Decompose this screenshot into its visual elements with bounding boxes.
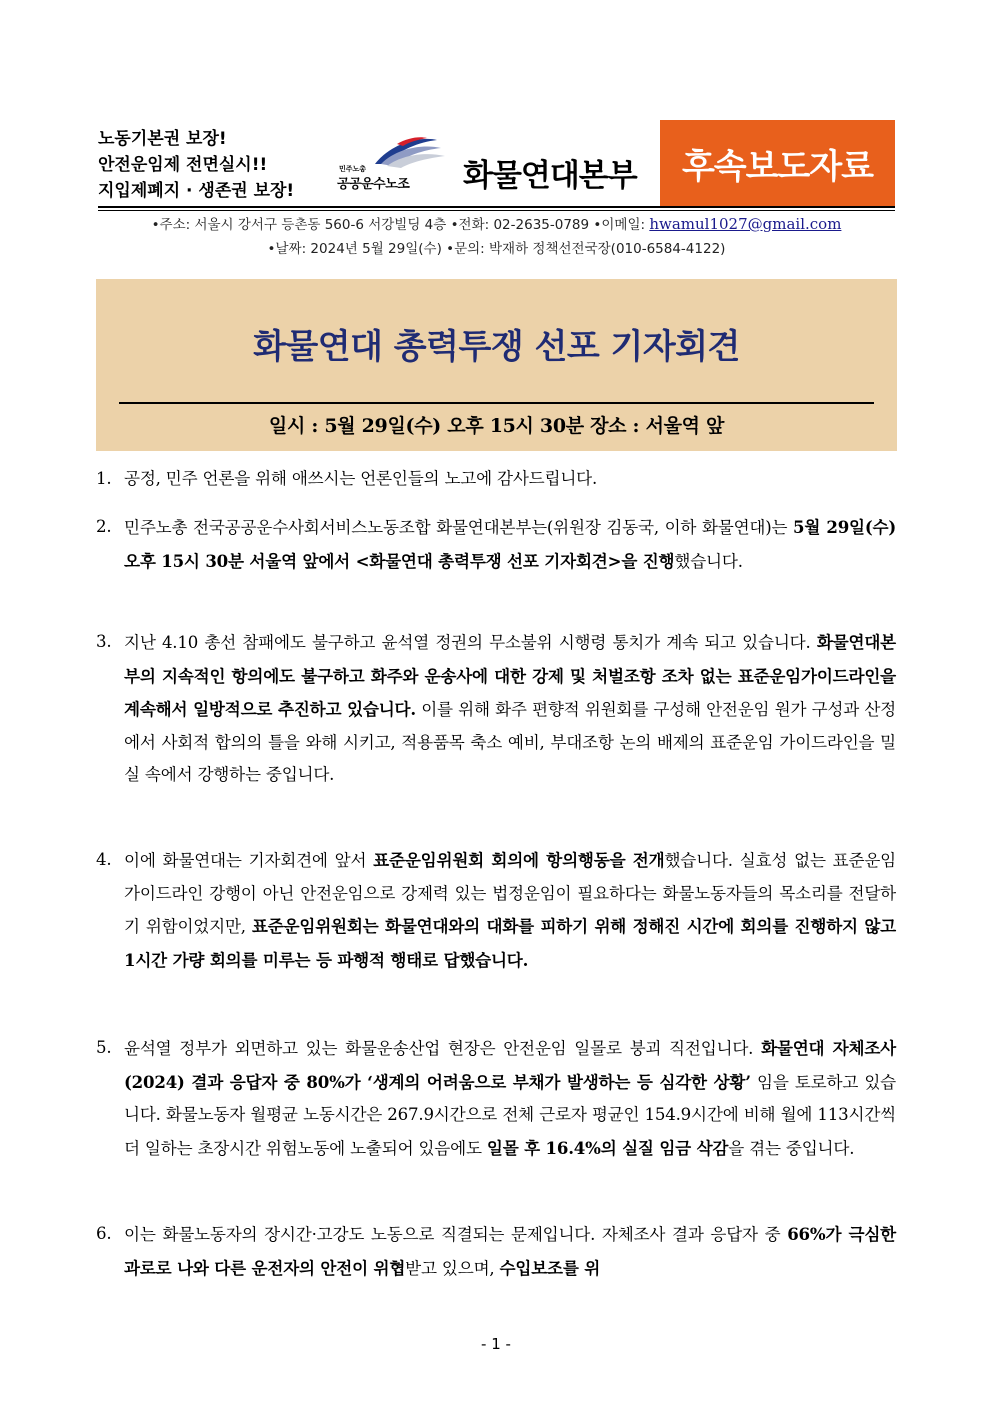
emphasis-text: 수입보조를 위 (499, 1257, 601, 1278)
union-logo (337, 134, 455, 190)
slogan-3: 지입제폐지 · 생존권 보장! (98, 181, 295, 201)
org-name: 화물연대본부 (463, 158, 637, 194)
list-item (96, 463, 896, 496)
list-item-text (124, 626, 896, 792)
emphasis-text: 일몰 후 16.4%의 실질 임금 삭감 (486, 1137, 729, 1158)
list-item-number: 1. (96, 469, 112, 488)
body-text: 공정, 민주 언론을 위해 애쓰시는 언론인들의 노고에 감사드립니다. (124, 469, 598, 488)
emphasis-text: 5월 29일(수) 오후 15시 30분 서울역 앞에서 <화물연대 총력투쟁 선포 기자회견>을 진행 (124, 517, 897, 571)
emphasis-text: 표준운임위원회 회의에 항의행동을 전개 (373, 850, 665, 870)
list-item-text (124, 1218, 896, 1285)
body-text: 이를 위해 화주 편향적 위원회를 구성해 안전운임 원가 구성과 산정에서 사회적 합의의 틀을 와해 시키고, 적용품목 축소 예비, 부대조항 논의 배제의 표준운임 가이드라인을 밀실 속에서 강행하는 중입니다. (124, 700, 896, 784)
contact-address-phone: •주소: 서울시 강서구 등촌동 560-6 서강빌딩 4층 •전화: 02-2635-0789 •이메일: (151, 217, 650, 233)
release-type-badge: 후속보도자료 (660, 120, 895, 206)
emphasis-text: 표준운임위원회는 화물연대와의 대화를 피하기 위해 정해진 시간에 회의를 진행하지 않고 1시간 가량 회의를 미루는 등 파행적 행태로 답했습니다. (124, 916, 897, 970)
body-text: 했습니다. 실효성 없는 표준운임 가이드라인 강행이 아닌 안전운임으로 강제력 있는 법정운임이 필요하다는 화물노동자들의 목소리를 전달하기 위함이었지만, (124, 851, 896, 936)
title-box (96, 279, 897, 451)
contact-line-1 (98, 213, 895, 233)
list-item-number: 5. (96, 1038, 112, 1057)
list-item-text (124, 511, 896, 578)
list-item (96, 1032, 896, 1165)
list-item (96, 626, 896, 792)
slogan-block (98, 126, 294, 204)
list-item-number: 6. (96, 1224, 112, 1243)
header-divider-secondary (98, 210, 895, 211)
list-item (96, 511, 896, 578)
event-info: 일시 : 5월 29일(수) 오후 15시 30분 장소 : 서울역 앞 (268, 415, 725, 437)
body-text: 이는 화물노동자의 장시간·고강도 노동으로 직결되는 문제입니다. 자체조사 결과 응답자 중 (124, 1225, 788, 1244)
body-text: 을 겪는 중입니다. (728, 1138, 855, 1158)
body-text: 이에 화물연대는 기자회견에 앞서 (124, 851, 374, 870)
slogan-2: 안전운임제 전면실시!! (98, 155, 268, 175)
list-item-text (124, 463, 896, 496)
emphasis-text: 화물연대 자체조사(2024) 결과 응답자 중 80%가 ‘생계의 어려움으로 부채가 발생하는 등 심각한 상황’ (124, 1038, 896, 1092)
emphasis-text: 화물연대본부의 지속적인 항의에도 불구하고 화주와 운송사에 대한 강제 및 처벌조항 조차 없는 표준운임가이드라인을 계속해서 일방적으로 추진하고 있습니다. (124, 632, 896, 719)
header-divider (98, 206, 895, 208)
body-text: 지난 4.10 총선 참패에도 불구하고 윤석열 정권의 무소불위 시행령 통치가 계속 되고 있습니다. (124, 633, 817, 652)
body-text: 민주노총 전국공공운수사회서비스노동조합 화물연대본부는(위원장 김동국, 이하 화물연대)는 (124, 518, 793, 537)
logo-small-text: 민주노총 (339, 165, 367, 173)
body-text: 했습니다. (674, 551, 743, 571)
list-item-text (124, 1032, 896, 1165)
contact-line-2: •날짜: 2024년 5월 29일(수) •문의: 박재하 정책선전국장(010-6584-4122) (267, 241, 726, 257)
list-item (96, 1218, 896, 1285)
logo-name-text: 공공운수노조 (337, 177, 410, 192)
body-text: 윤석열 정부가 외면하고 있는 화물운송산업 현장은 안전운임 일몰로 붕괴 직전입니다. (124, 1039, 762, 1058)
title-divider (119, 402, 874, 404)
list-item-number: 4. (96, 850, 112, 869)
emphasis-text: 66%가 극심한 과로로 나와 다른 운전자의 안전이 위협 (124, 1224, 897, 1278)
body-text: 받고 있으며, (405, 1258, 500, 1278)
list-item (96, 844, 896, 977)
page-title: 화물연대 총력투쟁 선포 기자회견 (253, 327, 740, 367)
slogan-1: 노동기본권 보장! (98, 129, 227, 149)
contact-email-link[interactable]: hwamul1027@gmail.com (649, 215, 842, 233)
body-text: 임을 토로하고 있습니다. 화물노동자 월평균 노동시간은 267.9시간으로 전체 근로자 평균인 154.9시간에 비해 월에 113시간씩 더 일하는 초장시간 위험노동에 노출되어 있음에도 (124, 1072, 896, 1158)
list-item-number: 2. (96, 517, 112, 536)
list-item-text (124, 844, 896, 977)
page-number: - 1 - (481, 1335, 511, 1353)
list-item-number: 3. (96, 632, 112, 651)
